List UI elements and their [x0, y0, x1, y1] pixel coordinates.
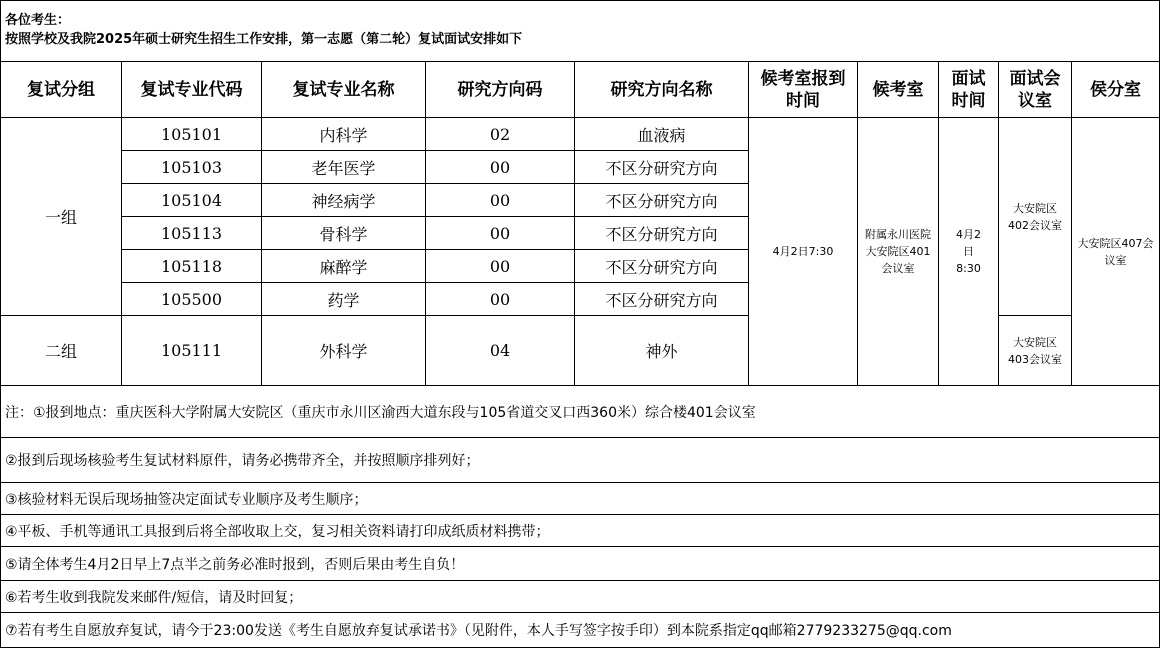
row-direction-name: 神外: [574, 315, 749, 386]
header-direction-name: 研究方向名称: [574, 61, 749, 118]
notice-header: [0, 0, 1160, 62]
row-direction-name: 不区分研究方向: [574, 150, 749, 184]
row-major-name: 内科学: [261, 117, 426, 151]
row-major-code: 105113: [121, 216, 262, 250]
row-major-code: 105118: [121, 249, 262, 283]
waiting-room-cell: 附属永川医院大安院区401会议室: [857, 117, 939, 386]
row-major-code: 105111: [121, 315, 262, 386]
row-direction-name: 不区分研究方向: [574, 282, 749, 316]
row-direction-name: 血液病: [574, 117, 749, 151]
interview-room-group-two: 大安院区403会议室: [998, 315, 1072, 386]
group-one-label: 一组: [0, 117, 122, 316]
note-item: ⑦若有考生自愿放弃复试，请今于23:00发送《考生自愿放弃复试承诺书》（见附件，本人手写签字按手印）到本院系指定qq邮箱2779233275@qq.com: [0, 612, 1160, 648]
row-direction-code: 02: [425, 117, 575, 151]
row-direction-name: 不区分研究方向: [574, 216, 749, 250]
row-major-code: 105101: [121, 117, 262, 151]
notice-intro: 按照学校及我院2025年硕士研究生招生工作安排，第一志愿（第二轮）复试面试安排如下: [5, 32, 523, 47]
header-group: 复试分组: [0, 61, 122, 118]
header-major-name: 复试专业名称: [261, 61, 426, 118]
row-direction-code: 00: [425, 150, 575, 184]
row-major-name: 药学: [261, 282, 426, 316]
row-major-name: 外科学: [261, 315, 426, 386]
header-waiting-room: 候考室: [857, 61, 939, 118]
row-direction-code: 00: [425, 282, 575, 316]
row-direction-name: 不区分研究方向: [574, 183, 749, 217]
header-interview-room: 面试会议室: [998, 61, 1072, 118]
header-major-code: 复试专业代码: [121, 61, 262, 118]
notice-salutation: 各位考生：: [5, 13, 71, 28]
note-item: ②报到后现场核验考生复试材料原件，请务必携带齐全，并按照顺序排列好；: [0, 437, 1160, 483]
scoring-room-cell: 大安院区407会议室: [1071, 117, 1160, 386]
row-direction-code: 00: [425, 216, 575, 250]
note-item: ⑥若考生收到我院发来邮件/短信，请及时回复；: [0, 580, 1160, 613]
row-direction-name: 不区分研究方向: [574, 249, 749, 283]
header-interview-time: 面试时间: [938, 61, 999, 118]
row-major-name: 麻醉学: [261, 249, 426, 283]
interview-time-cell: 4月2日 8:30: [938, 117, 999, 386]
row-major-name: 老年医学: [261, 150, 426, 184]
header-scoring-room: 侯分室: [1071, 61, 1160, 118]
row-major-code: 105104: [121, 183, 262, 217]
row-direction-code: 04: [425, 315, 575, 386]
group-two-label: 二组: [0, 315, 122, 386]
row-direction-code: 00: [425, 183, 575, 217]
header-report-time: 候考室报到时间: [748, 61, 858, 118]
row-direction-code: 00: [425, 249, 575, 283]
report-time-cell: 4月2日7:30: [748, 117, 858, 386]
row-major-code: 105103: [121, 150, 262, 184]
row-major-name: 骨科学: [261, 216, 426, 250]
note-item: ⑤请全体考生4月2日早上7点半之前务必准时报到，否则后果由考生自负！: [0, 546, 1160, 581]
note-item: 注：①报到地点：重庆医科大学附属大安院区（重庆市永川区渝西大道东段与105省道交叉口西360米）综合楼401会议室: [0, 385, 1160, 438]
note-item: ③核验材料无误后现场抽签决定面试专业顺序及考生顺序；: [0, 482, 1160, 515]
note-item: ④平板、手机等通讯工具报到后将全部收取上交，复习相关资料请打印成纸质材料携带；: [0, 514, 1160, 547]
row-major-code: 105500: [121, 282, 262, 316]
interview-room-group-one: 大安院区402会议室: [998, 117, 1072, 316]
header-direction-code: 研究方向码: [425, 61, 575, 118]
row-major-name: 神经病学: [261, 183, 426, 217]
